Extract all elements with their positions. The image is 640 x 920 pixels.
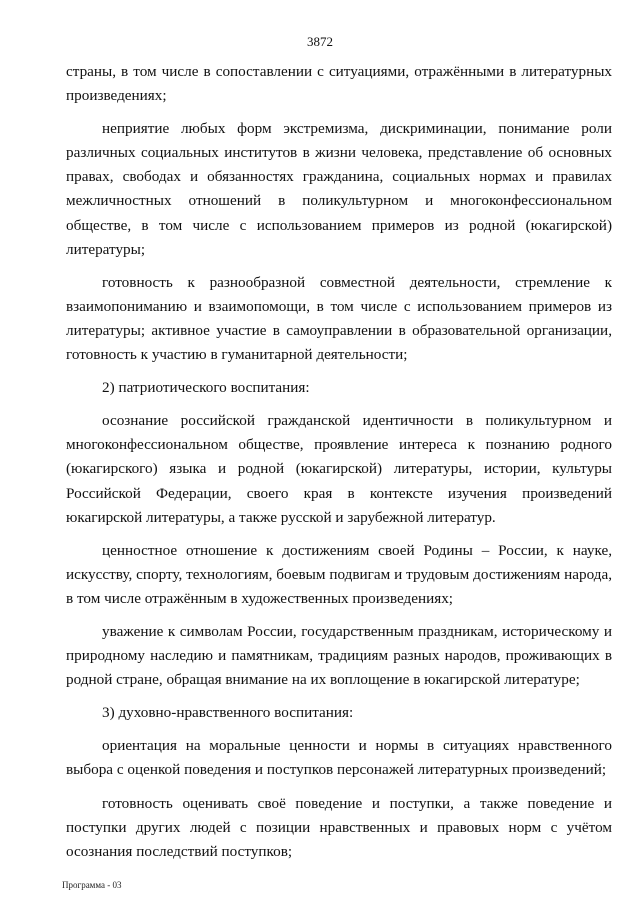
paragraph-7: уважение к символам России, государственным праздникам, историческому и природному наследию и памятникам, традициям разных народов, проживающих в родной стране, обращая внимание на их воплощение в юкагирской литературе; — [66, 622, 612, 689]
paragraph-1: страны, в том числе в сопоставлении с ситуациями, отражёнными в литературных произведениях; — [66, 63, 612, 105]
paragraph-6: ценностное отношение к достижениям своей Родины – России, к науке, искусству, спорту, технологиям, боевым подвигам и трудовым достижениям народа, в том числе отражённым в художественных произведениях; — [66, 541, 612, 607]
page-footer: Программа - 03 — [62, 880, 122, 890]
page-number: 3872 — [307, 34, 333, 49]
paragraph-9: ориентация на моральные ценности и нормы в ситуациях нравственного выбора с оценкой поведения и поступков персонажей литературных произведений; — [66, 737, 612, 779]
paragraph-3: готовность к разнообразной совместной деятельности, стремление к взаимопониманию и взаимопомощи, в том числе с использованием примеров из литературы; активное участие в самоуправлении в образовательной организации, готовность к участию в гуманитарной деятельности; — [66, 273, 612, 364]
document-body — [66, 60, 612, 864]
paragraph-2: неприятие любых форм экстремизма, дискриминации, понимание роли различных социальных институтов в жизни человека, представление об основных правах, свободах и обязанностях гражданина, социальных нормах и правилах межличностных отношений в поликультурном и многоконфессиональном обществе, в том числе с использованием примеров из родной (юкагирской) литературы; — [66, 120, 612, 258]
section-heading-spiritual: 3) духовно-нравственного воспитания: — [102, 704, 354, 722]
paragraph-5: осознание российской гражданской идентичности в поликультурном и многоконфессиональном обществе, проявление интереса к познанию родного (юкагирского) языка и родной (юкагирской) литературы, истории, культуры Российской Федерации, своего края в контексте изучения произведений юкагирской литературы, а также русской и зарубежной литератур. — [66, 412, 612, 526]
section-heading-patriotic: 2) патриотического воспитания: — [102, 379, 310, 397]
paragraph-10: готовность оценивать своё поведение и поступки, а также поведение и поступки других людей с позиции нравственных и правовых норм с учётом осознания последствий поступков; — [66, 794, 612, 860]
